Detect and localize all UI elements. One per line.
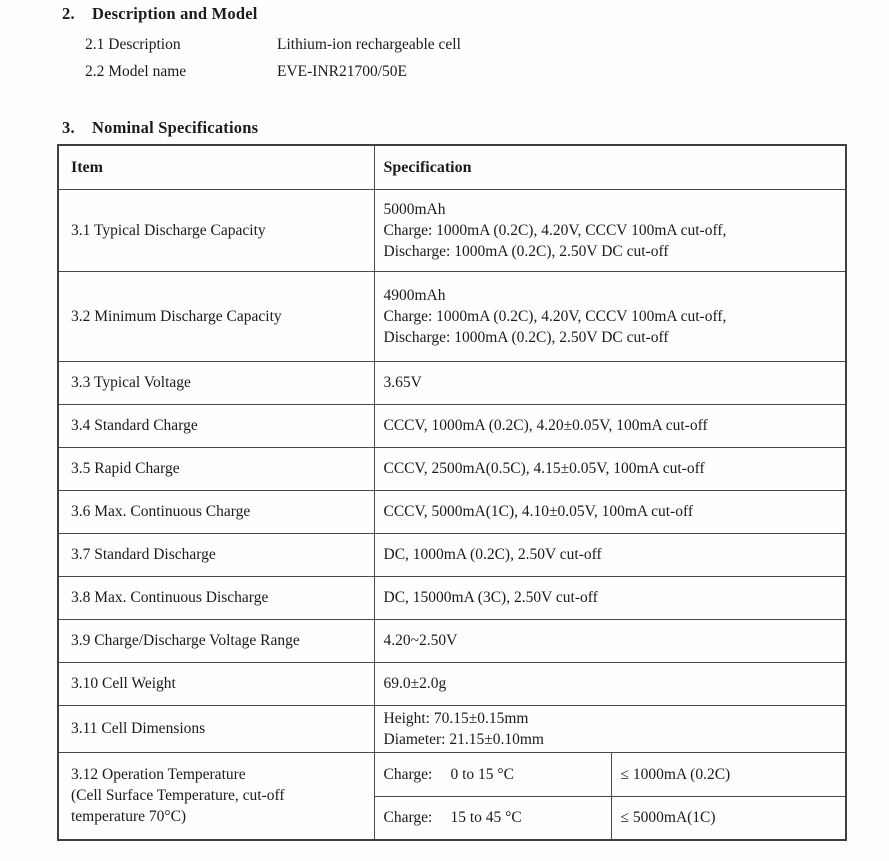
table-row [58, 361, 846, 404]
description-row [85, 36, 845, 54]
table-row [58, 271, 846, 361]
temperature-range: 0 to 15 °C [450, 765, 514, 783]
spec-cell: 4.20~2.50V [374, 619, 846, 662]
current-limit-cell: ≤ 1000mA (0.2C) [611, 752, 846, 796]
description-value: Lithium-ion rechargeable cell [277, 36, 461, 53]
section3-number: 3. [62, 118, 75, 137]
charge-label: Charge: [383, 809, 433, 827]
spec-cell [374, 189, 846, 271]
table-header-item: Item [58, 145, 374, 189]
item-cell: 3.9 Charge/Discharge Voltage Range [58, 619, 374, 662]
spec-cell [374, 271, 846, 361]
item-line: 3.12 Operation Temperature [71, 766, 246, 784]
charge-condition [384, 807, 603, 828]
spec-line: Discharge: 1000mA (0.2C), 2.50V DC cut-off [383, 242, 669, 260]
model-name-label: 2.2 Model name [85, 63, 187, 80]
model-name-row [85, 63, 845, 81]
spec-line: Charge: 1000mA (0.2C), 4.20V, CCCV 100mA cut-off, [383, 307, 727, 325]
item-cell: 3.10 Cell Weight [58, 662, 374, 705]
item-cell: 3.7 Standard Discharge [58, 533, 374, 576]
charge-condition [384, 764, 603, 785]
table-row [58, 404, 846, 447]
item-line: (Cell Surface Temperature, cut-off [71, 787, 285, 805]
model-name-value: EVE-INR21700/50E [277, 63, 408, 80]
temperature-range: 15 to 45 °C [450, 809, 522, 827]
item-line: temperature 70°C) [71, 808, 187, 826]
table-row [58, 533, 846, 576]
section2-title: Description and Model [92, 4, 258, 23]
spec-line: Height: 70.15±0.15mm [383, 709, 529, 727]
charge-condition-cell [374, 796, 611, 840]
spec-line: Diameter: 21.15±0.10mm [383, 730, 544, 748]
item-cell: 3.1 Typical Discharge Capacity [58, 189, 374, 271]
table-row [58, 619, 846, 662]
current-limit-cell: ≤ 5000mA(1C) [611, 796, 846, 840]
spec-cell: DC, 1000mA (0.2C), 2.50V cut-off [374, 533, 846, 576]
section2-heading [62, 4, 845, 24]
spec-line: Charge: 1000mA (0.2C), 4.20V, CCCV 100mA cut-off, [383, 221, 727, 239]
spec-cell: CCCV, 1000mA (0.2C), 4.20±0.05V, 100mA cut-off [374, 404, 846, 447]
item-cell: 3.3 Typical Voltage [58, 361, 374, 404]
spec-line: Discharge: 1000mA (0.2C), 2.50V DC cut-off [383, 328, 669, 346]
table-row [58, 662, 846, 705]
nominal-specifications-table [57, 144, 847, 841]
spec-cell: 69.0±2.0g [374, 662, 846, 705]
table-row [58, 447, 846, 490]
table-row [58, 189, 846, 271]
table-row [58, 490, 846, 533]
spec-cell: 3.65V [374, 361, 846, 404]
spec-cell: CCCV, 5000mA(1C), 4.10±0.05V, 100mA cut-off [374, 490, 846, 533]
charge-condition-cell [374, 752, 611, 796]
table-row [58, 705, 846, 752]
item-cell: 3.8 Max. Continuous Discharge [58, 576, 374, 619]
table-header-row [58, 145, 846, 189]
item-cell: 3.6 Max. Continuous Charge [58, 490, 374, 533]
section3-title: Nominal Specifications [92, 118, 259, 137]
item-cell: 3.4 Standard Charge [58, 404, 374, 447]
table-row-operation-temperature [58, 752, 846, 796]
table-header-specification: Specification [374, 145, 846, 189]
spec-cell: CCCV, 2500mA(0.5C), 4.15±0.05V, 100mA cut-off [374, 447, 846, 490]
table-row [58, 576, 846, 619]
spec-line: 4900mAh [383, 286, 446, 304]
spec-line: 5000mAh [383, 200, 446, 218]
section3-heading [62, 118, 845, 138]
charge-label: Charge: [383, 765, 433, 783]
spec-cell [374, 705, 846, 752]
item-cell: 3.5 Rapid Charge [58, 447, 374, 490]
description-label: 2.1 Description [85, 36, 181, 53]
item-cell: 3.11 Cell Dimensions [58, 705, 374, 752]
item-cell: 3.2 Minimum Discharge Capacity [58, 271, 374, 361]
item-cell [58, 752, 374, 840]
section2-number: 2. [62, 4, 75, 23]
spec-cell: DC, 15000mA (3C), 2.50V cut-off [374, 576, 846, 619]
